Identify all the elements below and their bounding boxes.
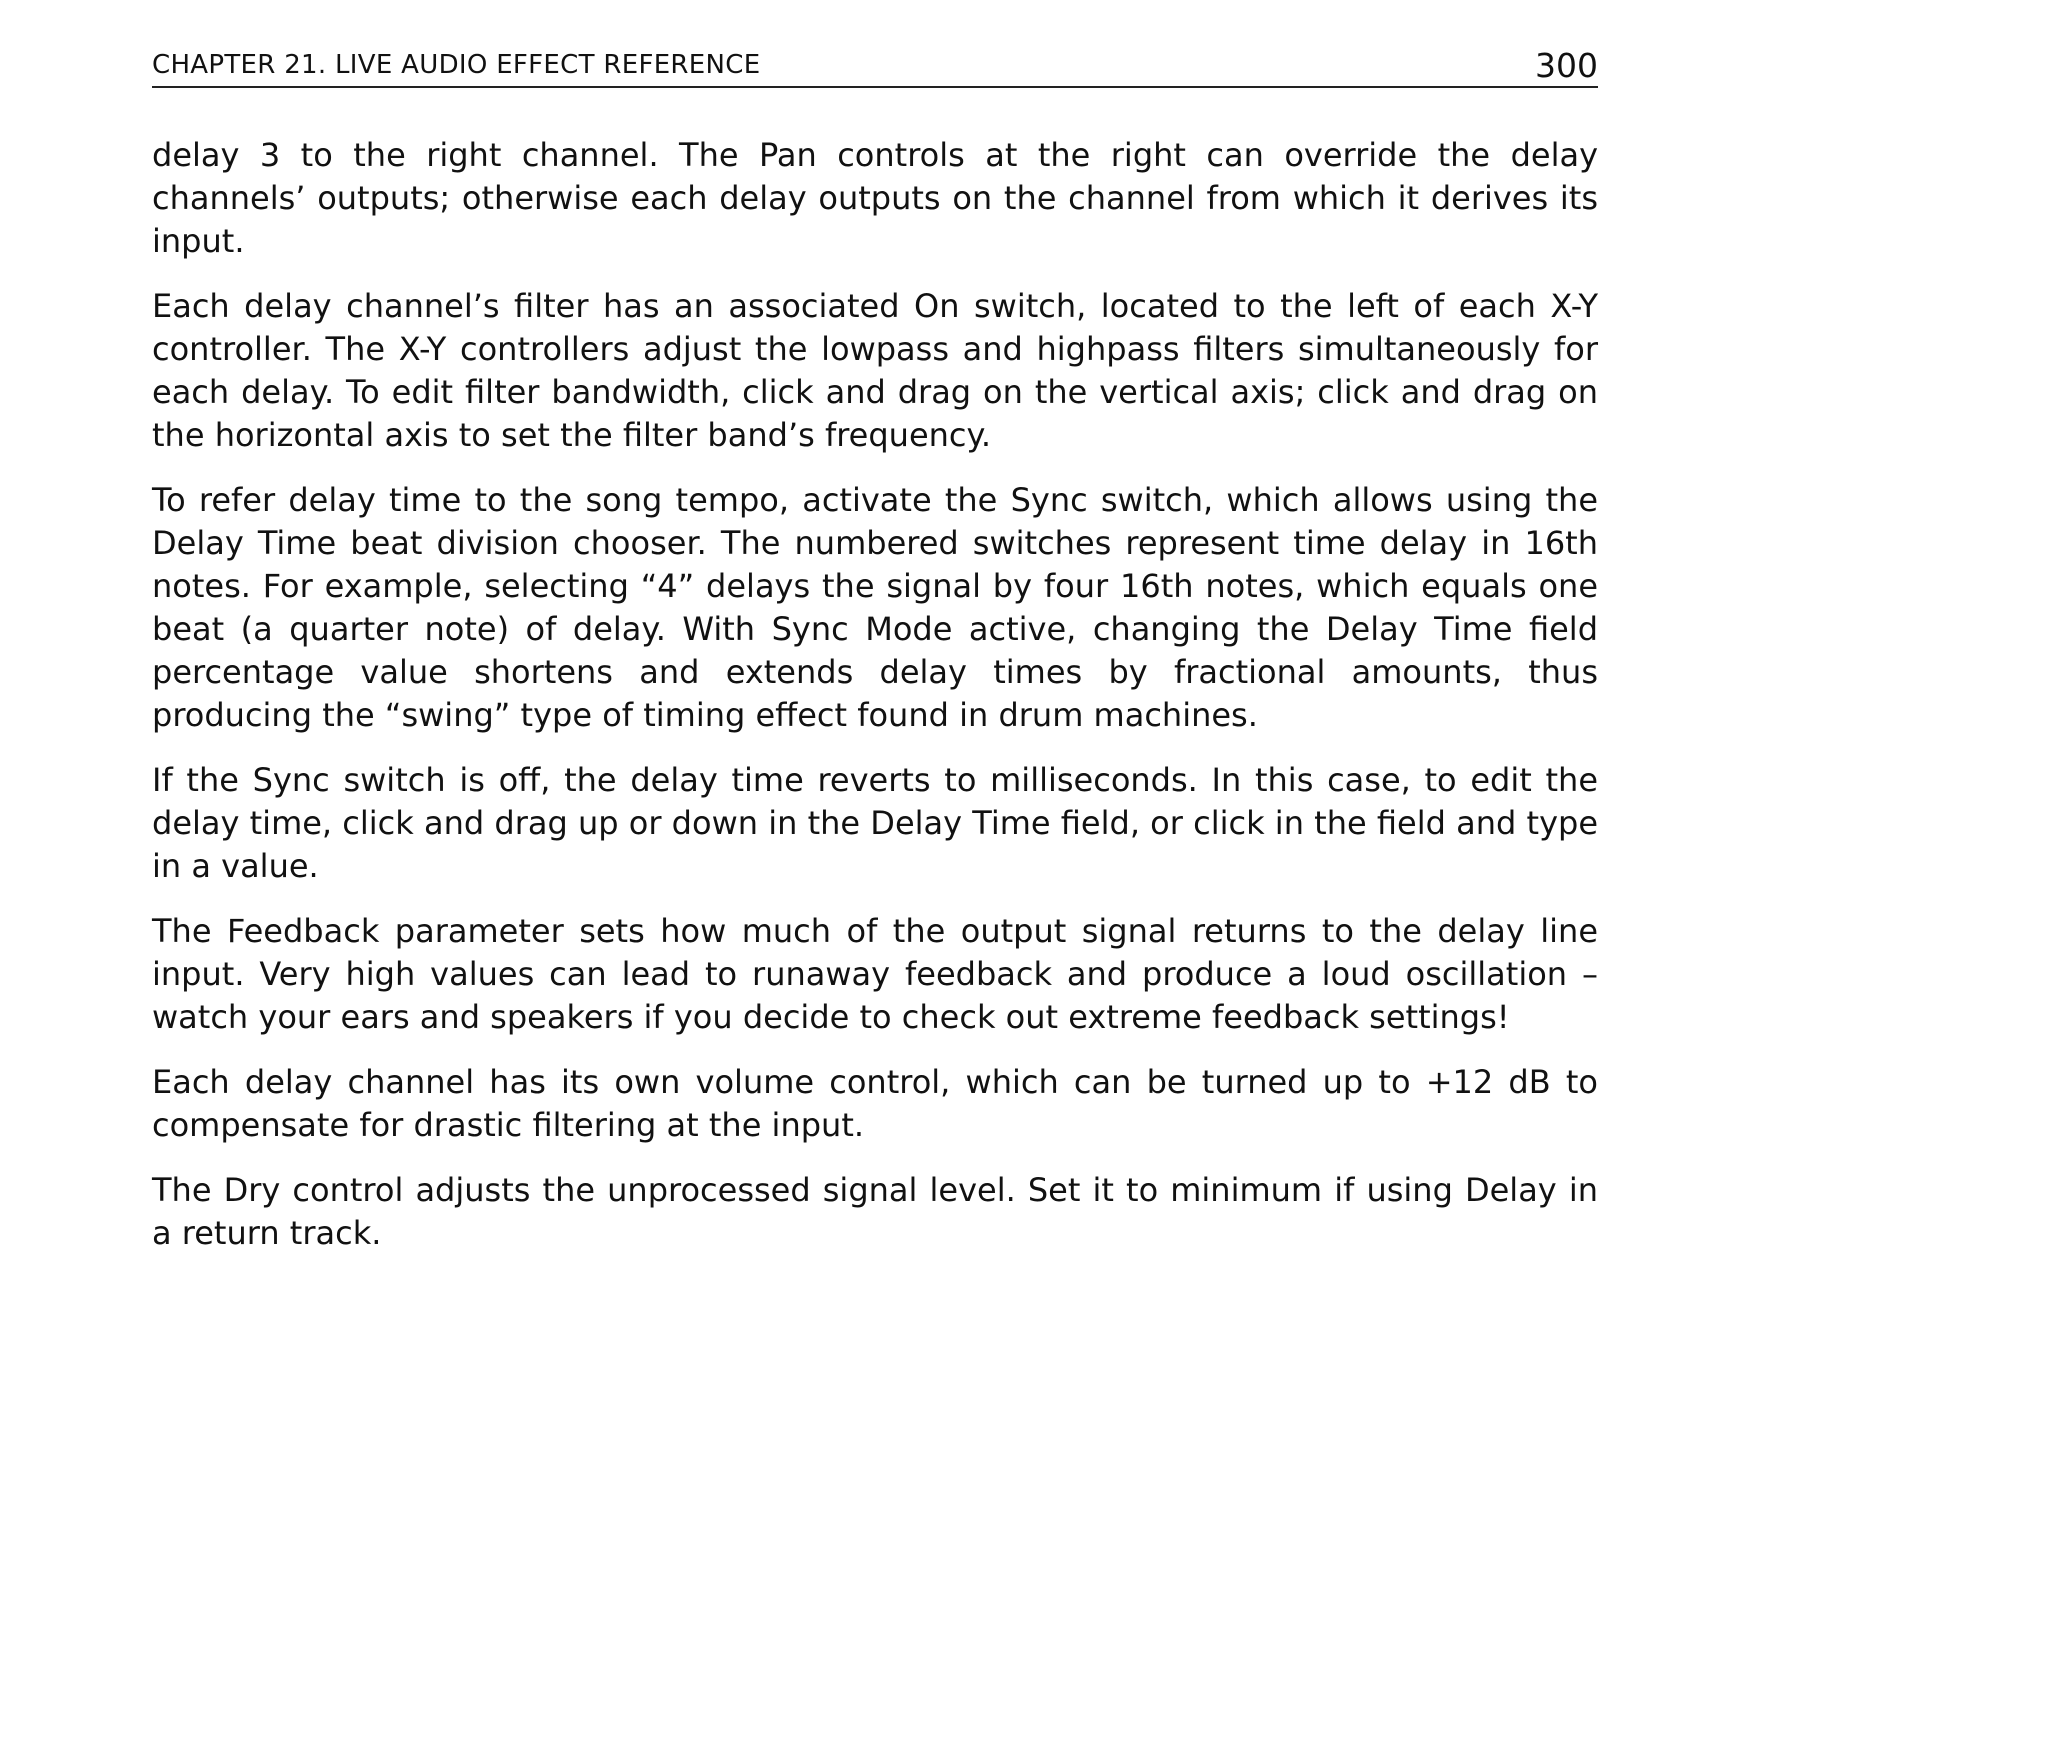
page-number: 300	[1535, 46, 1598, 85]
paragraph: If the Sync switch is off, the delay time reverts to milliseconds. In this case, to edit the delay time, click and drag up or down in the Delay Time field, or click in the field and type in a value.	[152, 761, 1598, 885]
running-header	[152, 44, 1598, 88]
paragraph: Each delay channel’s filter has an associated On switch, located to the left of each X-Y controller. The X-Y controllers adjust the lowpass and highpass filters simultaneously for each delay. To edit filter bandwidth, click and drag on the vertical axis; click and drag on the horizontal axis to set the filter band’s frequency.	[152, 287, 1598, 454]
paragraph: The Feedback parameter sets how much of the output signal returns to the delay line input. Very high values can lead to runaway feedback and produce a loud oscillation – watch your ears and speakers if you decide to check out extreme feedback settings!	[152, 912, 1598, 1036]
paragraph: Each delay channel has its own volume control, which can be turned up to +12 dB to compensate for drastic filtering at the input.	[152, 1063, 1598, 1144]
paragraph: delay 3 to the right channel. The Pan controls at the right can override the delay channels’ outputs; otherwise each delay outputs on the channel from which it derives its input.	[152, 136, 1598, 260]
paragraph: To refer delay time to the song tempo, activate the Sync switch, which allows using the Delay Time beat division chooser. The numbered switches represent time delay in 16th notes. For example, selecting “4” delays the signal by four 16th notes, which equals one beat (a quarter note) of delay. With Sync Mode active, changing the Delay Time field percentage value shortens and extends delay times by fractional amounts, thus producing the “swing” type of timing effect found in drum machines.	[152, 481, 1598, 734]
paragraph: The Dry control adjusts the unprocessed signal level. Set it to minimum if using Delay in a return track.	[152, 1171, 1598, 1252]
chapter-title: CHAPTER 21. LIVE AUDIO EFFECT REFERENCE	[152, 50, 761, 80]
body-text	[152, 134, 1598, 1255]
document-page	[152, 44, 1598, 1277]
